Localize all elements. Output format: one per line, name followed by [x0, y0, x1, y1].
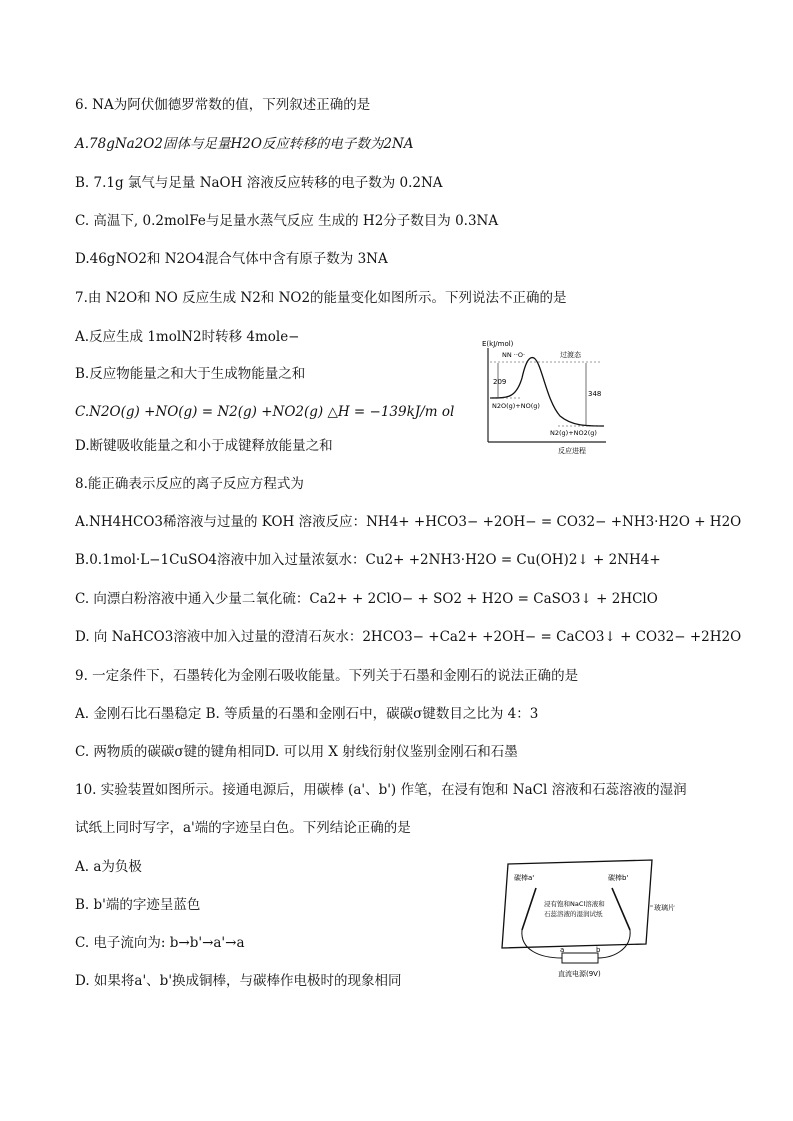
terminal-a-label: a: [560, 946, 565, 954]
energy-difference-value: 348: [588, 390, 602, 398]
test-paper-line2: 石蕊溶液的湿润试纸: [544, 910, 603, 918]
q7-option-a: A.反应生成 1molN2时转移 4mole−: [75, 329, 300, 345]
q10-stem-line1: 10. 实验装置如图所示。接通电源后，用碳棒 (a'、b') 作笔，在浸有饱和 NaCl 溶液和石蕊溶液的湿润: [75, 782, 687, 798]
q7-option-b: B.反应物能量之和大于生成物能量之和: [75, 366, 306, 382]
products-label: N2(g)+NO2(g): [550, 429, 597, 437]
q6-option-c: C. 高温下, 0.2molFe与足量水蒸气反应 生成的 H2分子数目为 0.3NA: [75, 213, 499, 229]
q7-stem: 7.由 N2O和 NO 反应生成 N2和 NO2的能量变化如图所示。下列说法不正确的是: [75, 290, 567, 306]
carbon-rod-a-label: 碳棒a': [514, 874, 535, 882]
activation-energy-value: 209: [493, 378, 507, 386]
q10-option-a: A. a为负极: [75, 859, 142, 875]
energy-y-label: E(kJ/mol): [482, 340, 514, 348]
q6-option-d: D.46gNO2和 N2O4混合气体中含有原子数为 3NA: [75, 251, 388, 267]
q6-option-a: A.78gNa2O2固体与足量H2O反应转移的电子数为2NA: [75, 136, 414, 152]
q10-option-c: C. 电子流向为: b→b'→a'→a: [75, 935, 245, 951]
q9-options-cd: C. 两物质的碳碳σ键的键角相同D. 可以用 X 射线衍射仪鉴别金刚石和石墨: [75, 744, 518, 760]
q8-option-b: B.0.1mol·L−1CuSO4溶液中加入过量浓氨水：Cu2+ +2NH3·H2O = Cu(OH)2↓ + 2NH4+: [75, 552, 661, 568]
q10-option-d: D. 如果将a'、b'换成铜棒，与碳棒作电极时的现象相同: [75, 973, 402, 989]
reaction-progress-label: 反应进程: [558, 447, 586, 455]
q8-stem: 8.能正确表示反应的离子反应方程式为: [75, 476, 304, 492]
q7-option-d: D.断键吸收能量之和小于成键释放能量之和: [75, 438, 333, 454]
electrolysis-diagram: [500, 858, 675, 984]
q10-stem-line2: 试纸上同时写字，a'端的字迹呈白色。下列结论正确的是: [75, 820, 411, 836]
q8-option-a: A.NH4HCO3稀溶液与过量的 KOH 溶液反应：NH4+ +HCO3− +2OH− = CO32− +NH3·H2O + H2O: [75, 514, 742, 530]
q6-option-b: B. 7.1g 氯气与足量 NaOH 溶液反应转移的电子数为 0.2NA: [75, 175, 443, 191]
q6-stem: 6. NA为阿伏伽德罗常数的值，下列叙述正确的是: [75, 97, 371, 113]
q8-option-c: C. 向漂白粉溶液中通入少量二氧化硫：Ca2+ + 2ClO− + SO2 + H2O = CaSO3↓ + 2HClO: [75, 591, 658, 607]
carbon-rod-b-label: 碳棒b': [608, 874, 629, 882]
q7-option-c: C.N2O(g) +NO(g) = N2(g) +NO2(g) △H = −139kJ/m ol: [75, 404, 455, 420]
q9-options-ab: A. 金刚石比石墨稳定 B. 等质量的石墨和金刚石中，碳碳σ键数目之比为 4：3: [75, 706, 539, 722]
energy-diagram: [478, 338, 610, 456]
q9-stem: 9. 一定条件下，石墨转化为金刚石吸收能量。下列关于石墨和金刚石的说法正确的是: [75, 668, 579, 684]
q8-option-d: D. 向 NaHCO3溶液中加入过量的澄清石灰水：2HCO3− +Ca2+ +2OH− = CaCO3↓ + CO32− +2H2O: [75, 629, 742, 645]
terminal-b-label: b: [596, 946, 601, 954]
transition-state-formula: NN ··O·: [502, 351, 526, 359]
q10-option-b: B. b'端的字迹呈蓝色: [75, 897, 201, 913]
transition-state-label: 过渡态: [560, 351, 581, 359]
dc-power-label: 直流电源(9V): [558, 970, 601, 978]
test-paper-line1: 浸有饱和NaCl溶液和: [544, 900, 605, 908]
reactants-label: N2O(g)+NO(g): [492, 402, 540, 410]
glass-plate-label: 玻璃片: [654, 904, 675, 912]
